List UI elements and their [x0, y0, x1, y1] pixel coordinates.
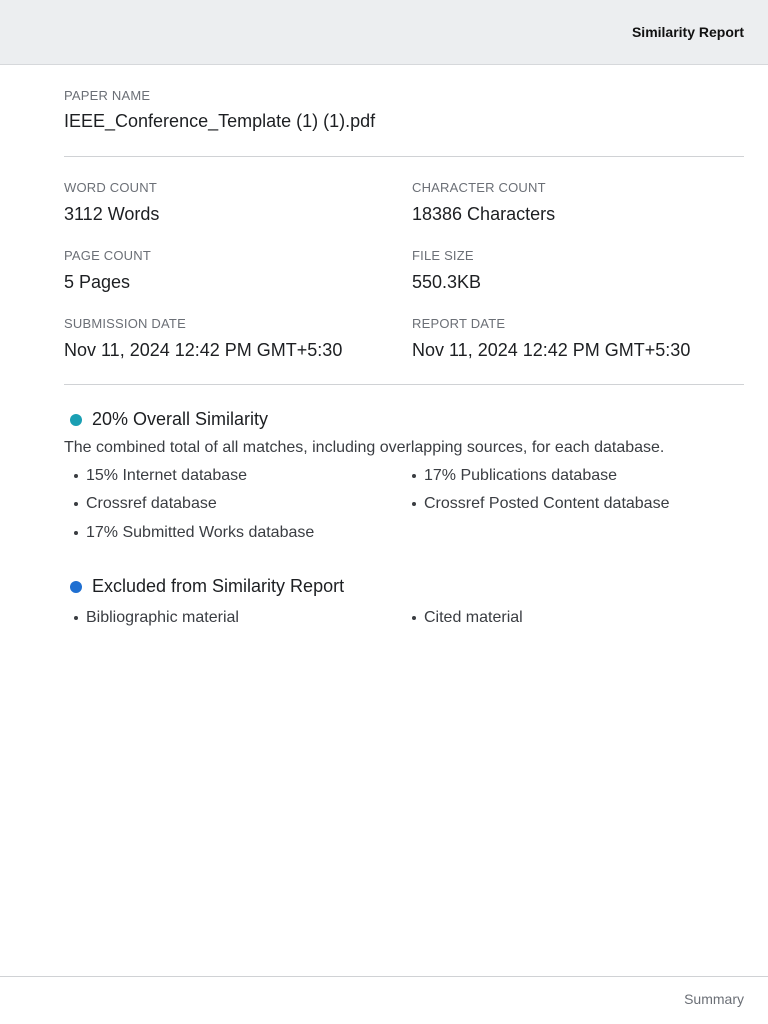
bullet-icon [412, 502, 416, 506]
report-title: Similarity Report [631, 24, 744, 40]
page-header [0, 0, 768, 65]
report-date-label: REPORT DATE [412, 316, 506, 331]
excluded-heading [70, 576, 344, 597]
list-item: 17% Submitted Works database [64, 524, 314, 542]
list-item: Bibliographic material [64, 609, 239, 627]
word-count-value: 3112 Words [64, 204, 160, 224]
page-count-label: PAGE COUNT [64, 248, 151, 263]
similarity-dot-icon [70, 414, 82, 426]
overall-similarity-heading [70, 409, 268, 430]
list-item: Crossref database [64, 495, 217, 513]
divider-top [64, 156, 744, 157]
character-count-label: CHARACTER COUNT [412, 180, 546, 195]
character-count-value: 18386 Characters [412, 204, 556, 224]
list-item: 17% Publications database [402, 467, 617, 485]
word-count-label: WORD COUNT [64, 180, 157, 195]
bullet-icon [74, 531, 78, 535]
paper-name-value: IEEE_Conference_Template (1) (1).pdf [64, 111, 376, 131]
divider-middle [64, 384, 744, 385]
submission-date-value: Nov 11, 2024 12:42 PM GMT+5:30 [64, 340, 343, 360]
submission-date-label: SUBMISSION DATE [64, 316, 186, 331]
footer-divider [0, 976, 768, 977]
list-item: Cited material [402, 609, 523, 627]
excluded-title: Excluded from Similarity Report [92, 576, 345, 596]
list-item: 15% Internet database [64, 467, 247, 485]
overall-similarity-title: 20% Overall Similarity [92, 409, 269, 429]
bullet-icon [412, 474, 416, 478]
footer-summary-label: Summary [684, 991, 744, 1007]
page-count-value: 5 Pages [64, 272, 131, 292]
bullet-icon [412, 616, 416, 620]
excluded-dot-icon [70, 581, 82, 593]
bullet-icon [74, 474, 78, 478]
list-item: Crossref Posted Content database [402, 495, 669, 513]
report-date-value: Nov 11, 2024 12:42 PM GMT+5:30 [412, 340, 691, 360]
file-size-label: FILE SIZE [412, 248, 474, 263]
file-size-value: 550.3KB [412, 272, 482, 292]
bullet-icon [74, 502, 78, 506]
similarity-description: The combined total of all matches, including overlapping sources, for each database. [64, 439, 665, 456]
bullet-icon [74, 616, 78, 620]
paper-name-label: PAPER NAME [64, 88, 151, 103]
